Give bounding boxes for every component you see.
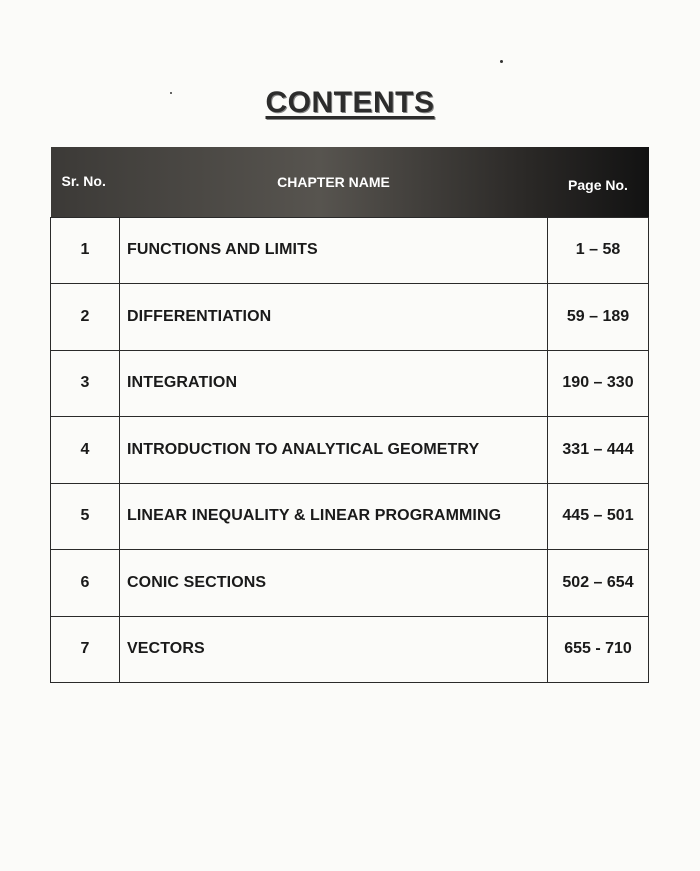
table-row xyxy=(51,417,649,484)
row-page-range: 445 – 501 xyxy=(548,483,649,550)
row-chapter-name: FUNCTIONS AND LIMITS xyxy=(120,217,548,284)
row-page-range: 1 – 58 xyxy=(548,217,649,284)
page-title: CONTENTS xyxy=(265,86,435,119)
row-sr-no: 7 xyxy=(51,616,120,683)
table-row xyxy=(51,217,649,284)
row-page-range: 655 - 710 xyxy=(548,616,649,683)
header-sr-no: Sr. No. xyxy=(61,173,106,189)
header-page-no: Page No. xyxy=(568,176,628,193)
row-sr-no: 4 xyxy=(51,417,120,484)
row-chapter-name: CONIC SECTIONS xyxy=(120,550,548,617)
row-sr-no: 6 xyxy=(51,550,120,617)
table-row xyxy=(51,550,649,617)
table-row xyxy=(51,483,649,550)
row-chapter-name: INTRODUCTION TO ANALYTICAL GEOMETRY xyxy=(120,417,548,484)
row-page-range: 331 – 444 xyxy=(548,417,649,484)
contents-table xyxy=(50,147,649,683)
row-sr-no: 3 xyxy=(51,350,120,417)
table-header xyxy=(51,147,649,217)
row-sr-no: 1 xyxy=(51,217,120,284)
header-chapter-name: CHAPTER NAME xyxy=(277,173,390,190)
row-chapter-name: LINEAR INEQUALITY & LINEAR PROGRAMMING xyxy=(120,483,548,550)
scan-speck xyxy=(500,60,503,63)
row-sr-no: 5 xyxy=(51,483,120,550)
row-sr-no: 2 xyxy=(51,284,120,351)
row-page-range: 190 – 330 xyxy=(548,350,649,417)
row-chapter-name: VECTORS xyxy=(120,616,548,683)
table-row xyxy=(51,350,649,417)
row-page-range: 502 – 654 xyxy=(548,550,649,617)
row-page-range: 59 – 189 xyxy=(548,284,649,351)
row-chapter-name: INTEGRATION xyxy=(120,350,548,417)
table-row xyxy=(51,284,649,351)
row-chapter-name: DIFFERENTIATION xyxy=(120,284,548,351)
table-row xyxy=(51,616,649,683)
